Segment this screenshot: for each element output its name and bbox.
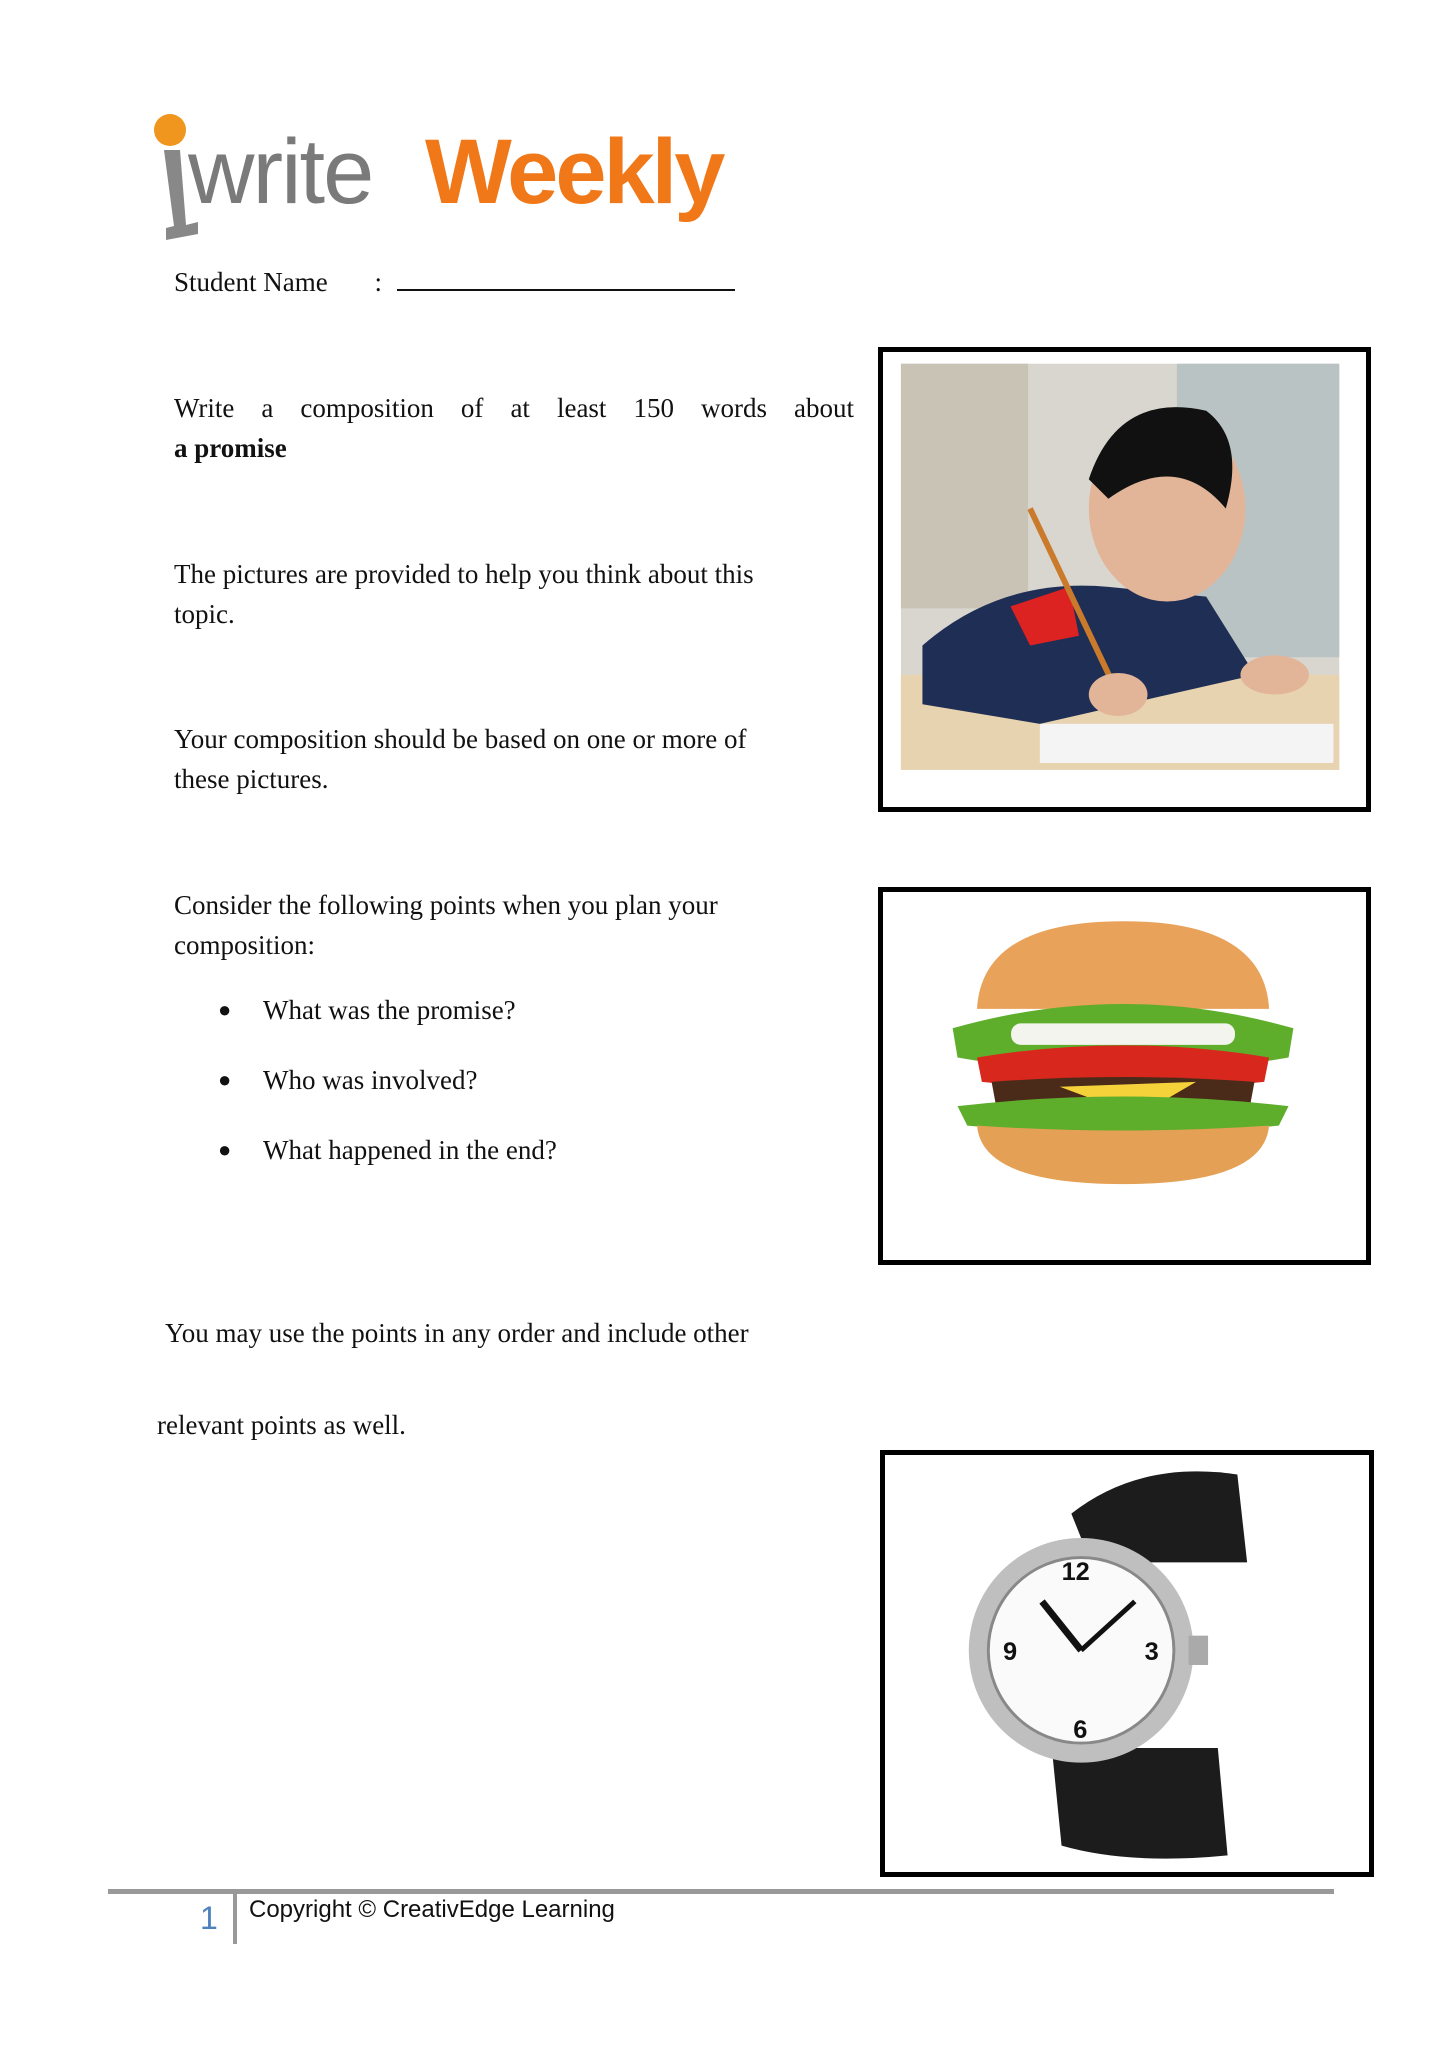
svg-text:12: 12 — [1061, 1558, 1090, 1587]
bullet-icon: ● — [218, 997, 232, 1022]
svg-text:3: 3 — [1144, 1638, 1159, 1667]
picture-boy-writing — [878, 347, 1371, 812]
consider-note: Consider the following points when you plan your — [174, 890, 718, 920]
footer-divider — [108, 1889, 1334, 1894]
pictures-note-2: topic. — [174, 599, 235, 629]
consider-note-2: composition: — [174, 930, 315, 960]
copyright-text: Copyright © CreativEdge Learning — [249, 1896, 615, 1923]
student-name-label: Student Name — [174, 267, 328, 297]
order-note-2: relevant points as well. — [157, 1410, 406, 1440]
point-item: What was the promise? — [263, 995, 516, 1025]
bullet-icon: ● — [218, 1137, 232, 1162]
bullet-icon: ● — [218, 1067, 232, 1092]
point-item: Who was involved? — [263, 1065, 478, 1095]
wristwatch-image — [885, 1455, 1369, 1872]
footer-vertical-bar — [233, 1892, 237, 1944]
student-name-row: Student Name : — [174, 262, 735, 302]
order-note: You may use the points in any order and include other — [165, 1318, 749, 1348]
svg-text:6: 6 — [1073, 1716, 1088, 1745]
based-on-note-2: these pictures. — [174, 764, 329, 794]
boy-writing-image — [883, 352, 1366, 807]
pictures-note: The pictures are provided to help you think about this — [174, 559, 754, 589]
topic: a promise — [174, 433, 287, 463]
student-name-blank[interactable] — [397, 263, 735, 291]
point-item: What happened in the end? — [263, 1135, 557, 1165]
picture-wristwatch — [880, 1450, 1374, 1877]
instruction-line: Write a composition of at least 150 words about — [174, 393, 854, 423]
svg-text:9: 9 — [1002, 1638, 1018, 1667]
hamburger-image — [883, 892, 1366, 1260]
iwriteweekly-logo: write Weekly — [150, 100, 690, 245]
page-number: 1 — [200, 1900, 218, 1936]
based-on-note: Your composition should be based on one or more of — [174, 724, 747, 754]
picture-hamburger — [878, 887, 1371, 1265]
